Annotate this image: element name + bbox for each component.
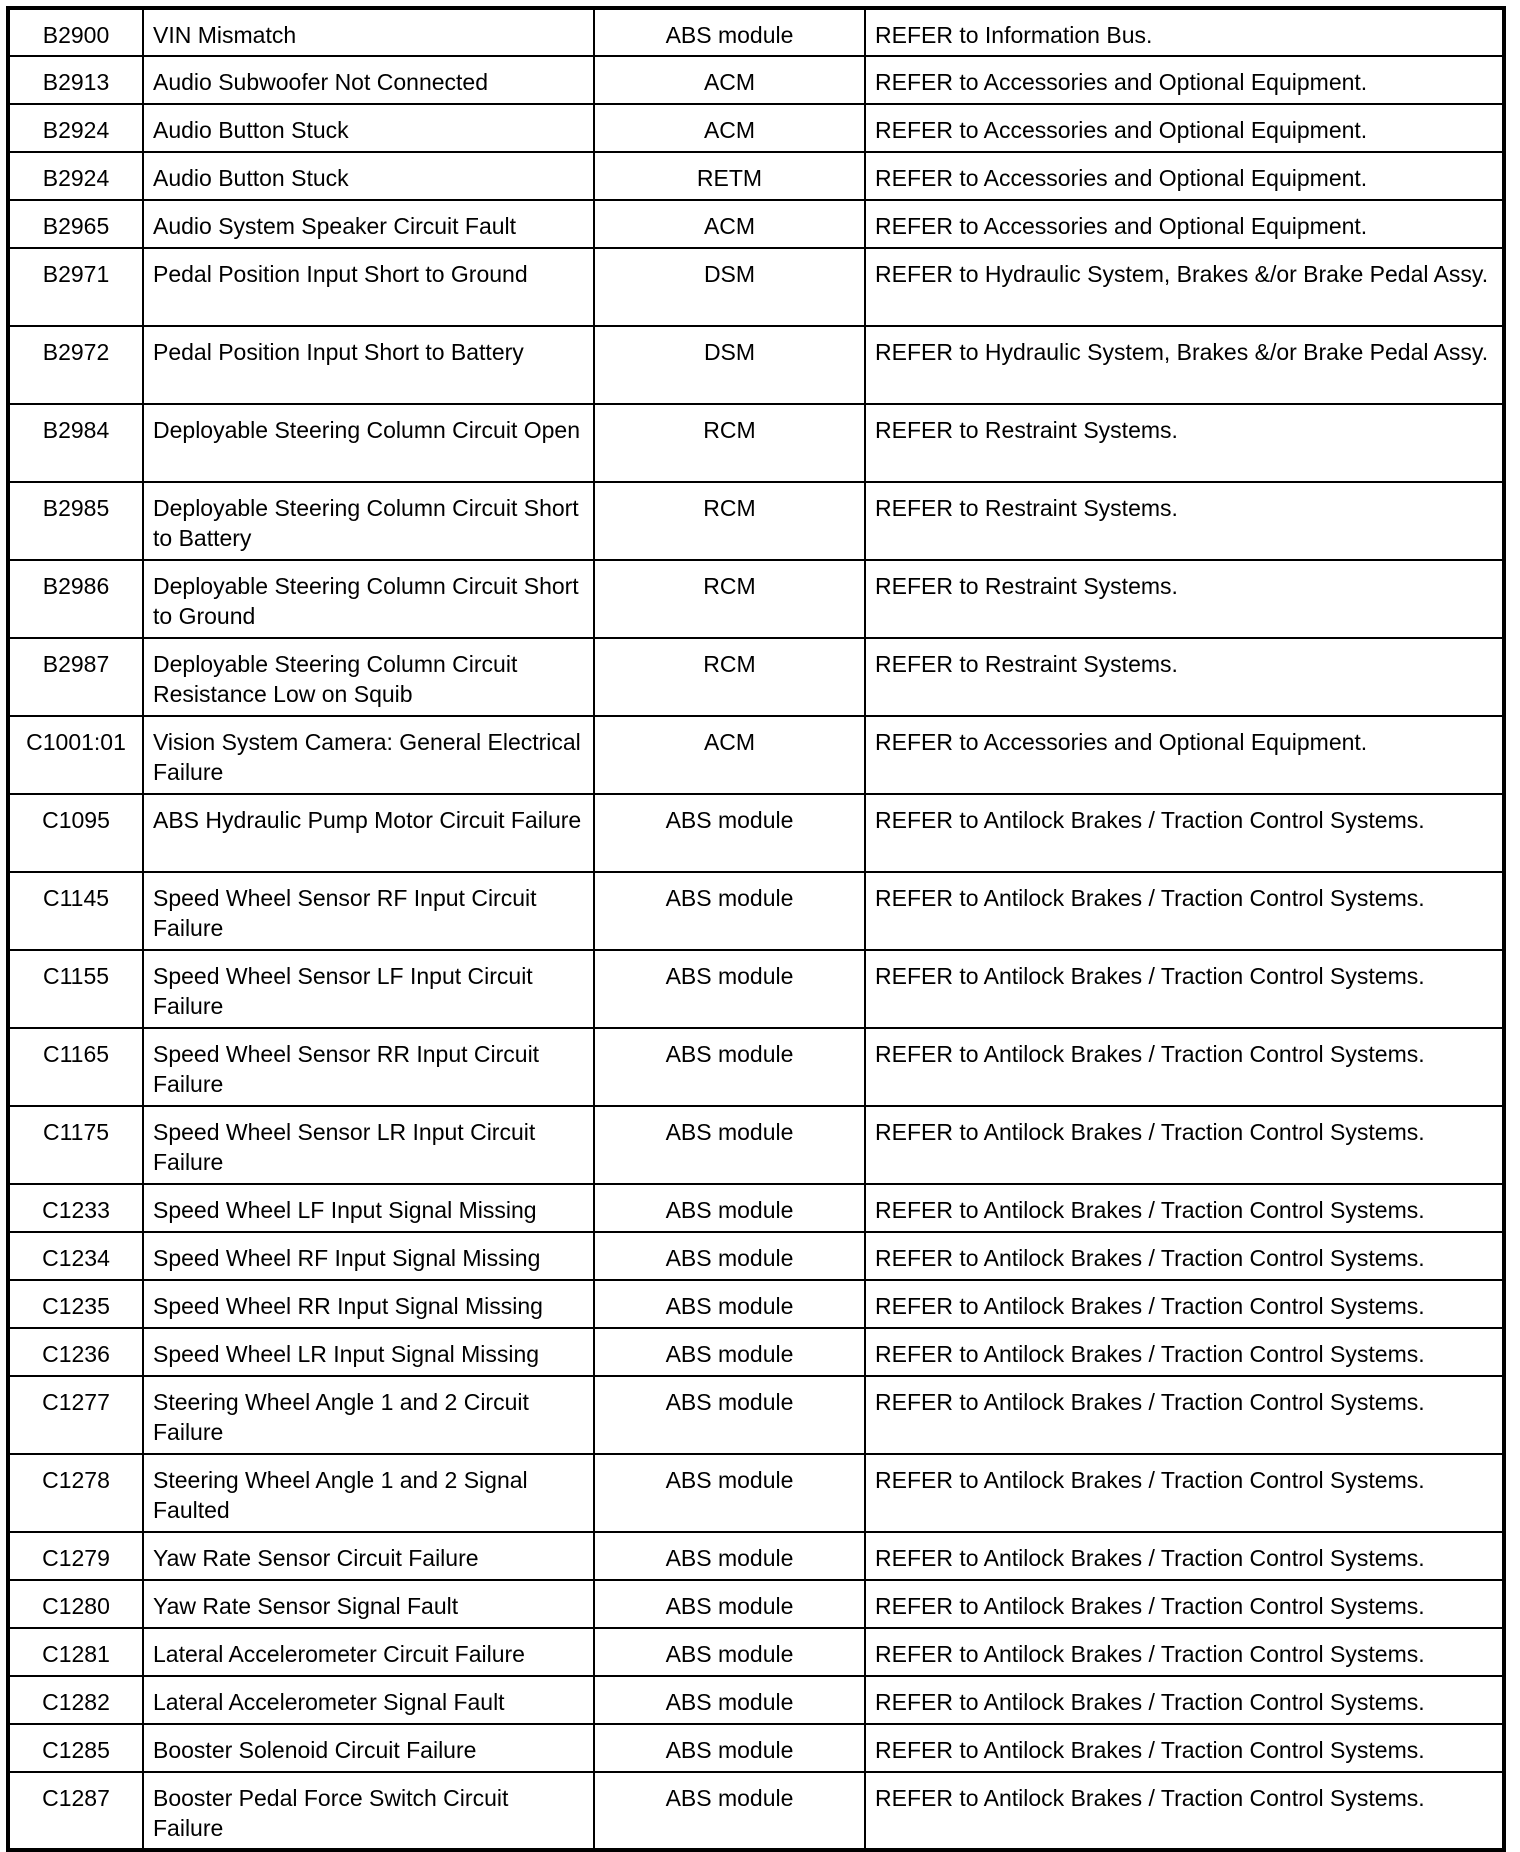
table-row bbox=[8, 1376, 1504, 1454]
dtc-code-cell: B2924 bbox=[8, 104, 143, 152]
action-cell: REFER to Antilock Brakes / Traction Control Systems. bbox=[865, 1376, 1504, 1454]
action-cell: REFER to Antilock Brakes / Traction Control Systems. bbox=[865, 1772, 1504, 1850]
action-cell: REFER to Restraint Systems. bbox=[865, 404, 1504, 482]
dtc-description-cell: Yaw Rate Sensor Signal Fault bbox=[143, 1580, 594, 1628]
table-row bbox=[8, 1532, 1504, 1580]
action-cell: REFER to Antilock Brakes / Traction Control Systems. bbox=[865, 1676, 1504, 1724]
dtc-description-cell: Deployable Steering Column Circuit Short to Ground bbox=[143, 560, 594, 638]
table-row bbox=[8, 1454, 1504, 1532]
action-cell: REFER to Antilock Brakes / Traction Control Systems. bbox=[865, 1724, 1504, 1772]
action-cell: REFER to Antilock Brakes / Traction Control Systems. bbox=[865, 1628, 1504, 1676]
dtc-code-cell: C1095 bbox=[8, 794, 143, 872]
action-cell: REFER to Antilock Brakes / Traction Control Systems. bbox=[865, 1580, 1504, 1628]
table-row bbox=[8, 404, 1504, 482]
dtc-code-cell: C1279 bbox=[8, 1532, 143, 1580]
dtc-code-cell: B2986 bbox=[8, 560, 143, 638]
table-row bbox=[8, 482, 1504, 560]
dtc-description-cell: Lateral Accelerometer Signal Fault bbox=[143, 1676, 594, 1724]
dtc-code-cell: C1277 bbox=[8, 1376, 143, 1454]
action-cell: REFER to Information Bus. bbox=[865, 8, 1504, 56]
table-row bbox=[8, 104, 1504, 152]
dtc-description-cell: Audio Button Stuck bbox=[143, 152, 594, 200]
action-cell: REFER to Antilock Brakes / Traction Control Systems. bbox=[865, 950, 1504, 1028]
dtc-description-cell: Deployable Steering Column Circuit Short to Battery bbox=[143, 482, 594, 560]
dtc-description-cell: Vision System Camera: General Electrical Failure bbox=[143, 716, 594, 794]
table-row bbox=[8, 1184, 1504, 1232]
dtc-description-cell: Speed Wheel LR Input Signal Missing bbox=[143, 1328, 594, 1376]
dtc-description-cell: Audio System Speaker Circuit Fault bbox=[143, 200, 594, 248]
dtc-code-cell: C1001:01 bbox=[8, 716, 143, 794]
dtc-description-cell: Speed Wheel RF Input Signal Missing bbox=[143, 1232, 594, 1280]
table-row bbox=[8, 56, 1504, 104]
table-row bbox=[8, 716, 1504, 794]
table-row bbox=[8, 1580, 1504, 1628]
table-row bbox=[8, 794, 1504, 872]
module-cell: ACM bbox=[594, 56, 865, 104]
dtc-description-cell: Speed Wheel Sensor LF Input Circuit Failure bbox=[143, 950, 594, 1028]
module-cell: ACM bbox=[594, 716, 865, 794]
dtc-code-cell: C1285 bbox=[8, 1724, 143, 1772]
table-row bbox=[8, 872, 1504, 950]
dtc-description-cell: Speed Wheel Sensor RF Input Circuit Failure bbox=[143, 872, 594, 950]
dtc-description-cell: Yaw Rate Sensor Circuit Failure bbox=[143, 1532, 594, 1580]
dtc-code-cell: C1145 bbox=[8, 872, 143, 950]
dtc-description-cell: Audio Button Stuck bbox=[143, 104, 594, 152]
module-cell: ABS module bbox=[594, 1376, 865, 1454]
action-cell: REFER to Antilock Brakes / Traction Control Systems. bbox=[865, 1184, 1504, 1232]
table-row bbox=[8, 638, 1504, 716]
module-cell: DSM bbox=[594, 326, 865, 404]
action-cell: REFER to Antilock Brakes / Traction Control Systems. bbox=[865, 1106, 1504, 1184]
dtc-description-cell: Lateral Accelerometer Circuit Failure bbox=[143, 1628, 594, 1676]
table-row bbox=[8, 1106, 1504, 1184]
module-cell: RETM bbox=[594, 152, 865, 200]
dtc-code-cell: C1165 bbox=[8, 1028, 143, 1106]
module-cell: ABS module bbox=[594, 1772, 865, 1850]
module-cell: ABS module bbox=[594, 1676, 865, 1724]
action-cell: REFER to Hydraulic System, Brakes &/or Brake Pedal Assy. bbox=[865, 248, 1504, 326]
dtc-code-cell: C1235 bbox=[8, 1280, 143, 1328]
dtc-code-cell: C1234 bbox=[8, 1232, 143, 1280]
action-cell: REFER to Accessories and Optional Equipment. bbox=[865, 152, 1504, 200]
dtc-code-cell: C1155 bbox=[8, 950, 143, 1028]
dtc-description-cell: Steering Wheel Angle 1 and 2 Circuit Failure bbox=[143, 1376, 594, 1454]
action-cell: REFER to Antilock Brakes / Traction Control Systems. bbox=[865, 872, 1504, 950]
dtc-code-cell: B2971 bbox=[8, 248, 143, 326]
table-row bbox=[8, 950, 1504, 1028]
dtc-table-body bbox=[8, 8, 1504, 1850]
dtc-description-cell: Steering Wheel Angle 1 and 2 Signal Faulted bbox=[143, 1454, 594, 1532]
action-cell: REFER to Accessories and Optional Equipment. bbox=[865, 104, 1504, 152]
module-cell: ABS module bbox=[594, 1028, 865, 1106]
action-cell: REFER to Antilock Brakes / Traction Control Systems. bbox=[865, 1454, 1504, 1532]
module-cell: ABS module bbox=[594, 1628, 865, 1676]
module-cell: ABS module bbox=[594, 1532, 865, 1580]
action-cell: REFER to Accessories and Optional Equipment. bbox=[865, 200, 1504, 248]
module-cell: ABS module bbox=[594, 1454, 865, 1532]
action-cell: REFER to Restraint Systems. bbox=[865, 482, 1504, 560]
dtc-code-cell: B2913 bbox=[8, 56, 143, 104]
module-cell: RCM bbox=[594, 560, 865, 638]
dtc-code-cell: C1175 bbox=[8, 1106, 143, 1184]
dtc-code-cell: B2965 bbox=[8, 200, 143, 248]
dtc-code-cell: B2972 bbox=[8, 326, 143, 404]
module-cell: RCM bbox=[594, 638, 865, 716]
action-cell: REFER to Antilock Brakes / Traction Control Systems. bbox=[865, 1328, 1504, 1376]
dtc-code-cell: C1281 bbox=[8, 1628, 143, 1676]
table-row bbox=[8, 1676, 1504, 1724]
action-cell: REFER to Antilock Brakes / Traction Control Systems. bbox=[865, 1232, 1504, 1280]
module-cell: ACM bbox=[594, 104, 865, 152]
action-cell: REFER to Restraint Systems. bbox=[865, 638, 1504, 716]
dtc-code-cell: B2984 bbox=[8, 404, 143, 482]
dtc-code-cell: B2900 bbox=[8, 8, 143, 56]
table-row bbox=[8, 1724, 1504, 1772]
table-row bbox=[8, 1028, 1504, 1106]
module-cell: ABS module bbox=[594, 8, 865, 56]
dtc-description-cell: Booster Solenoid Circuit Failure bbox=[143, 1724, 594, 1772]
action-cell: REFER to Antilock Brakes / Traction Control Systems. bbox=[865, 1532, 1504, 1580]
table-row bbox=[8, 248, 1504, 326]
module-cell: DSM bbox=[594, 248, 865, 326]
action-cell: REFER to Antilock Brakes / Traction Control Systems. bbox=[865, 1280, 1504, 1328]
action-cell: REFER to Antilock Brakes / Traction Control Systems. bbox=[865, 1028, 1504, 1106]
module-cell: RCM bbox=[594, 404, 865, 482]
table-row bbox=[8, 1232, 1504, 1280]
dtc-code-cell: C1236 bbox=[8, 1328, 143, 1376]
table-row bbox=[8, 1628, 1504, 1676]
dtc-description-cell: VIN Mismatch bbox=[143, 8, 594, 56]
dtc-description-cell: ABS Hydraulic Pump Motor Circuit Failure bbox=[143, 794, 594, 872]
dtc-description-cell: Speed Wheel LF Input Signal Missing bbox=[143, 1184, 594, 1232]
module-cell: ABS module bbox=[594, 1724, 865, 1772]
dtc-table bbox=[6, 6, 1506, 1852]
dtc-code-cell: C1233 bbox=[8, 1184, 143, 1232]
table-row bbox=[8, 200, 1504, 248]
module-cell: ABS module bbox=[594, 1184, 865, 1232]
dtc-description-cell: Booster Pedal Force Switch Circuit Failure bbox=[143, 1772, 594, 1850]
table-row bbox=[8, 8, 1504, 56]
module-cell: ABS module bbox=[594, 1106, 865, 1184]
dtc-description-cell: Audio Subwoofer Not Connected bbox=[143, 56, 594, 104]
dtc-code-cell: C1282 bbox=[8, 1676, 143, 1724]
dtc-code-cell: C1287 bbox=[8, 1772, 143, 1850]
dtc-description-cell: Speed Wheel Sensor RR Input Circuit Failure bbox=[143, 1028, 594, 1106]
dtc-description-cell: Speed Wheel Sensor LR Input Circuit Failure bbox=[143, 1106, 594, 1184]
table-row bbox=[8, 326, 1504, 404]
dtc-description-cell: Speed Wheel RR Input Signal Missing bbox=[143, 1280, 594, 1328]
module-cell: ABS module bbox=[594, 950, 865, 1028]
module-cell: ABS module bbox=[594, 1580, 865, 1628]
module-cell: ABS module bbox=[594, 872, 865, 950]
table-row bbox=[8, 152, 1504, 200]
dtc-description-cell: Deployable Steering Column Circuit Open bbox=[143, 404, 594, 482]
dtc-description-cell: Deployable Steering Column Circuit Resistance Low on Squib bbox=[143, 638, 594, 716]
module-cell: ABS module bbox=[594, 1232, 865, 1280]
action-cell: REFER to Accessories and Optional Equipment. bbox=[865, 56, 1504, 104]
action-cell: REFER to Antilock Brakes / Traction Control Systems. bbox=[865, 794, 1504, 872]
action-cell: REFER to Restraint Systems. bbox=[865, 560, 1504, 638]
action-cell: REFER to Accessories and Optional Equipment. bbox=[865, 716, 1504, 794]
dtc-code-cell: B2987 bbox=[8, 638, 143, 716]
dtc-code-cell: B2924 bbox=[8, 152, 143, 200]
table-row bbox=[8, 560, 1504, 638]
dtc-code-cell: C1280 bbox=[8, 1580, 143, 1628]
table-row bbox=[8, 1328, 1504, 1376]
dtc-code-cell: B2985 bbox=[8, 482, 143, 560]
module-cell: RCM bbox=[594, 482, 865, 560]
action-cell: REFER to Hydraulic System, Brakes &/or Brake Pedal Assy. bbox=[865, 326, 1504, 404]
module-cell: ACM bbox=[594, 200, 865, 248]
dtc-description-cell: Pedal Position Input Short to Battery bbox=[143, 326, 594, 404]
module-cell: ABS module bbox=[594, 1280, 865, 1328]
table-row bbox=[8, 1772, 1504, 1850]
table-row bbox=[8, 1280, 1504, 1328]
dtc-description-cell: Pedal Position Input Short to Ground bbox=[143, 248, 594, 326]
module-cell: ABS module bbox=[594, 1328, 865, 1376]
dtc-code-cell: C1278 bbox=[8, 1454, 143, 1532]
module-cell: ABS module bbox=[594, 794, 865, 872]
